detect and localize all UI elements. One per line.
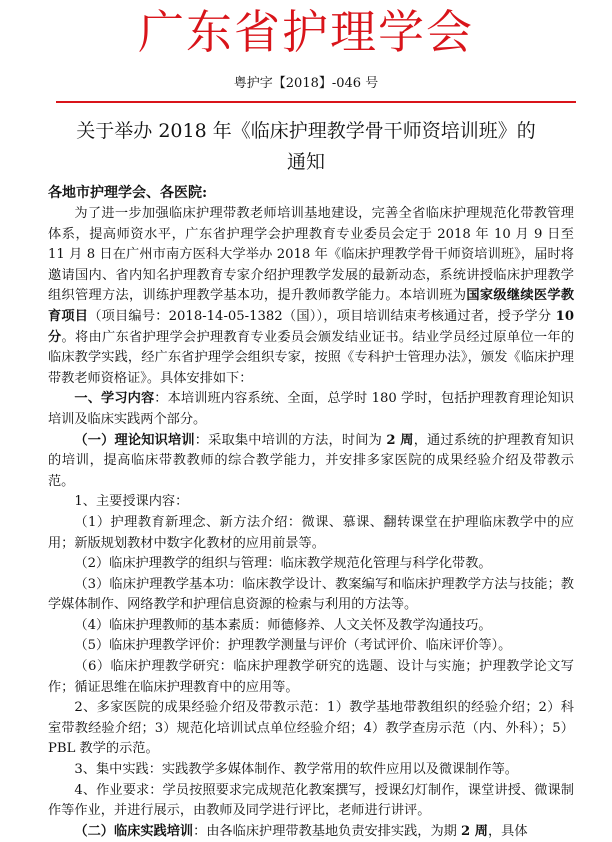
- section-1-paragraph: [48, 389, 574, 430]
- document-number: 粤护字【2018】-046 号: [233, 76, 379, 91]
- salutation: 各地市护理学会、各医院:: [48, 185, 208, 201]
- theory-training-text-a: ：采取集中培训的方法，时间为: [194, 432, 387, 448]
- lecture-item: （2）临床护理教学的组织与管理：临床教学规范化管理与科学化带教。: [74, 556, 492, 572]
- section-1-heading: 一、学习内容: [74, 391, 155, 407]
- document-title-line-1: 关于举办 2018 年《临床护理教学骨干师资培训班》的: [76, 120, 536, 142]
- clinical-practice-text-a: ：由各临床护理带教基地负责安排实践，为期: [193, 823, 462, 839]
- lecture-item: （4）临床护理教师的基本素质：师德修养、人文关怀及教学沟通技巧。: [74, 617, 492, 633]
- intro-credits: 10 分: [48, 308, 574, 345]
- hospital-exchange-paragraph: 2、多家医院的成果经验介绍及带教示范：1）教学基地带教组织的经验介绍；2）科室带教经验介绍；3）规范化培训试点单位经验介绍；4）教学查房示范（内、外科）；5）PBL 教学的示范。: [48, 700, 574, 757]
- organization-header: 广东省护理学会: [138, 5, 474, 59]
- section-1-text: ：本培训班内容系统、全面，总学时 180 学时，包括护理教育理论知识培训及临床实践两个部分。: [48, 391, 574, 427]
- lectures-heading: 1、主要授课内容：: [74, 494, 189, 510]
- intro-paragraph: [48, 204, 574, 389]
- theory-training-paragraph: [48, 431, 574, 493]
- intro-text-c: 。将由广东省护理学会护理教育专业委员会颁发结业证书。结业学员经过原单位一年的临床教学实践，经广东省护理学会组织专家，按照《专科护士管理办法》，颁发《临床护理带教老师资格证》。具体安排如下：: [48, 329, 575, 386]
- lecture-item: （3）临床护理教学基本功：临床教学设计、教案编写和临床护理教学方法与技能；教学媒体制作、网络教学和护理信息资源的检索与利用的方法等。: [48, 576, 574, 613]
- intro-project-level: 国家级继续医学教育项目: [48, 288, 575, 324]
- lecture-item: （1）护理教育新理念、新方法介绍：微课、慕课、翻转课堂在护理临床教学中的应用；新版规划教材中数字化教材的应用前景等。: [48, 514, 574, 551]
- lecture-item: （6）临床护理教学研究：临床护理教学研究的选题、设计与实施；护理教学论文写作；循证思维在临床护理教育中的应用等。: [48, 659, 574, 695]
- document-title-line-2: 通知: [286, 151, 325, 173]
- intro-text-b: （项目编号：2018-14-05-1382（国）），项目培训结束考核通过者，授予学分: [88, 308, 556, 324]
- header-divider: [56, 101, 576, 103]
- clinical-practice-paragraph: [48, 822, 574, 842]
- document-title: [30, 116, 582, 178]
- clinical-practice-duration: 2 周: [461, 823, 488, 839]
- centralized-practice-paragraph: 3、集中实践：实践教学多媒体制作、教学常用的软件应用以及微课制作等。: [74, 762, 518, 778]
- assignment-paragraph: 4、作业要求：学员按照要求完成规范化教案撰写，授课幻灯制作，课堂讲授、微课制作等作业，并进行展示，由教师及同学进行评比，老师进行讲评。: [48, 782, 574, 819]
- theory-training-duration: 2 周: [386, 432, 414, 448]
- lecture-item: （5）临床护理教学评价：护理教学测量与评价（考试评价、临床评价等）。: [74, 638, 512, 654]
- notice-body: [48, 204, 574, 842]
- clinical-practice-heading: （二）临床实践培训: [74, 823, 194, 839]
- theory-training-text-b: ，通过系统的护理教育知识的培训，提高临床带教教师的综合教学能力，并安排多家医院的成果经验介绍及带教示范。: [48, 432, 574, 489]
- intro-text-a: 为了进一步加强临床护理带教老师培训基地建设，完善全省临床护理规范化带教管理体系，提高师资水平，广东省护理学会护理教育专业委员会定于 2018 年 10 月 9 日至 11 月 8 日在广州市南方医科大学举办 2018 年《临床护理教学骨干师资培训班》，届时将邀请国内、省内知名护理教育专家介绍护理教学发展的最新动态，系统讲授临床护理教学组织管理方法，训练护理教学基本功，提升教师教学能力。本培训班为: [48, 206, 574, 304]
- theory-training-heading: （一）理论知识培训: [74, 432, 195, 448]
- clinical-practice-text-b: ，具体: [488, 823, 528, 839]
